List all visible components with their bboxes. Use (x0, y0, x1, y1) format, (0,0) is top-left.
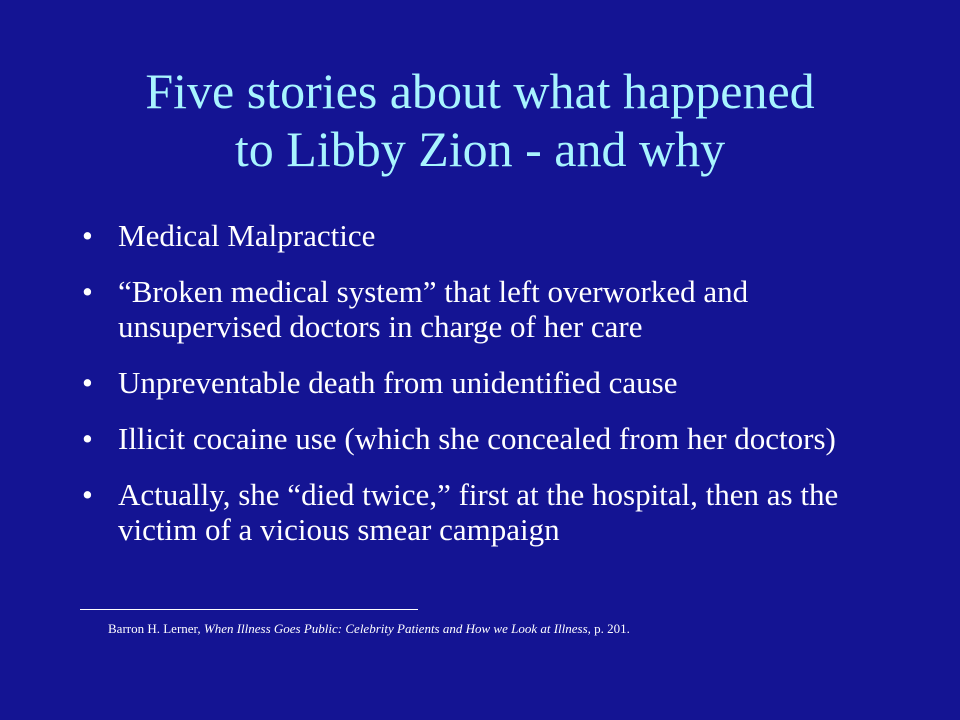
bullet-list (80, 218, 880, 568)
bullet-dot-icon: • (82, 421, 93, 456)
footnote-author: Barron H. Lerner, (108, 621, 204, 636)
bullet-text: “Broken medical system” that left overworked and unsupervised doctors in charge of her care (118, 274, 749, 344)
footnote-citation (108, 621, 630, 637)
slide-title-line-1: Five stories about what happened (145, 63, 815, 119)
bullet-dot-icon: • (82, 477, 93, 512)
bullet-dot-icon: • (82, 274, 93, 309)
bullet-text: Illicit cocaine use (which she concealed from her doctors) (118, 421, 836, 456)
bullet-text: Actually, she “died twice,” first at the hospital, then as the victim of a vicious smear campaign (118, 477, 839, 547)
bullet-item (80, 365, 880, 400)
bullet-text: Unpreventable death from unidentified cause (118, 365, 678, 400)
footnote-divider (80, 609, 418, 610)
bullet-item (80, 477, 880, 547)
bullet-text: Medical Malpractice (118, 218, 376, 253)
slide-title-line-2: to Libby Zion - and why (234, 121, 726, 177)
bullet-dot-icon: • (82, 365, 93, 400)
bullet-item (80, 274, 880, 344)
bullet-item (80, 218, 880, 253)
slide-title (40, 62, 920, 178)
bullet-dot-icon: • (82, 218, 93, 253)
footnote-book-title: When Illness Goes Public: Celebrity Patients and How we Look at Illness, (203, 621, 591, 636)
bullet-item (80, 421, 880, 456)
footnote-page: p. 201. (590, 621, 630, 636)
